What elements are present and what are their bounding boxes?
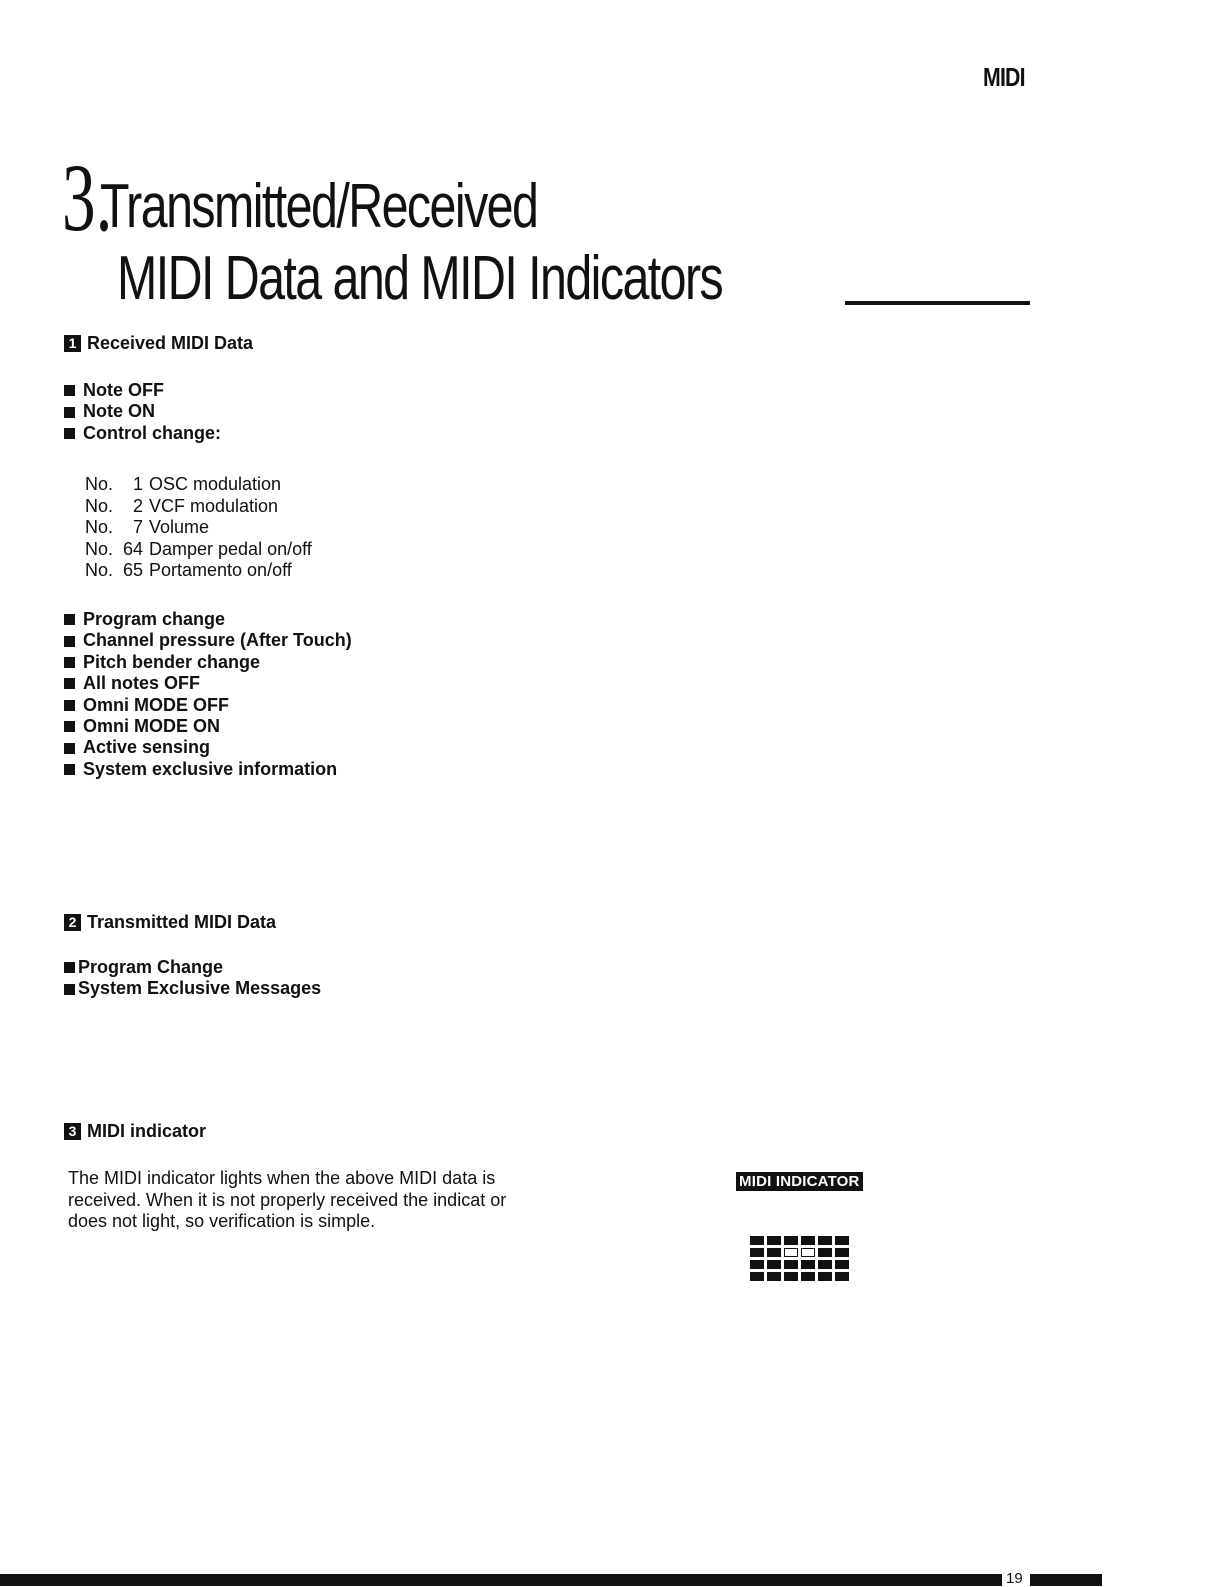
list-item: Note ON	[64, 401, 221, 422]
title-rule	[845, 301, 1030, 305]
list-item: System Exclusive Messages	[64, 978, 321, 999]
received-heading-text: Received MIDI Data	[87, 333, 254, 353]
footer-rule-right	[1030, 1574, 1102, 1586]
section-number-badge: 3	[64, 1123, 81, 1140]
received-section-heading	[64, 333, 253, 354]
chapter-number: 3.	[62, 144, 113, 251]
list-item: Program Change	[64, 957, 321, 978]
transmitted-heading-text: Transmitted MIDI Data	[87, 912, 277, 932]
bullet-icon	[64, 614, 75, 625]
indicator-heading-text: MIDI indicator	[87, 1121, 207, 1141]
bullet-icon	[64, 636, 75, 647]
control-change-item: No. 7 Volume	[85, 517, 210, 538]
list-item: Pitch bender change	[64, 652, 352, 673]
indicator-section-heading	[64, 1121, 206, 1142]
bullet-icon	[64, 764, 75, 775]
chapter-title-line-2: MIDI Data and MIDI Indicators	[117, 244, 723, 313]
list-item: System exclusive information	[64, 759, 352, 780]
received-list-bottom	[64, 609, 352, 780]
control-change-item: No. 2 VCF modulation	[85, 495, 279, 516]
transmitted-section-heading	[64, 912, 276, 933]
list-item: Omni MODE ON	[64, 716, 352, 737]
midi-indicator-led-icon	[750, 1236, 852, 1292]
bullet-icon	[64, 657, 75, 668]
midi-indicator-label: MIDI INDICATOR	[736, 1172, 863, 1191]
list-item: Control change:	[64, 423, 221, 444]
bullet-icon	[64, 962, 75, 973]
bullet-icon	[64, 700, 75, 711]
bullet-icon	[64, 407, 75, 418]
bullet-icon	[64, 743, 75, 754]
indicator-description: The MIDI indicator lights when the above MIDI data is received. When it is not properly received the indicat or does not light, so verification is simple.	[68, 1168, 507, 1232]
list-item: Active sensing	[64, 737, 352, 758]
control-change-item: No. 64 Damper pedal on/off	[85, 538, 312, 559]
bullet-icon	[64, 385, 75, 396]
list-item: Omni MODE OFF	[64, 695, 352, 716]
control-change-list	[85, 474, 312, 582]
running-header: MIDI	[983, 62, 1025, 92]
control-change-item: No. 65 Portamento on/off	[85, 560, 292, 581]
list-item: Program change	[64, 609, 352, 630]
bullet-icon	[64, 428, 75, 439]
chapter-title-line-1: Transmitted/Received	[100, 172, 538, 241]
bullet-icon	[64, 678, 75, 689]
bullet-icon	[64, 721, 75, 732]
section-number-badge: 2	[64, 914, 81, 931]
received-list-top	[64, 380, 221, 444]
bullet-icon	[64, 984, 75, 995]
list-item: All notes OFF	[64, 673, 352, 694]
section-number-badge: 1	[64, 335, 81, 352]
page-number: 19	[1006, 1570, 1023, 1587]
list-item: Channel pressure (After Touch)	[64, 630, 352, 651]
control-change-item: No. 1 OSC modulation	[85, 474, 282, 494]
list-item: Note OFF	[64, 380, 221, 401]
footer-rule-left	[0, 1574, 1002, 1586]
transmitted-list	[64, 957, 321, 1000]
